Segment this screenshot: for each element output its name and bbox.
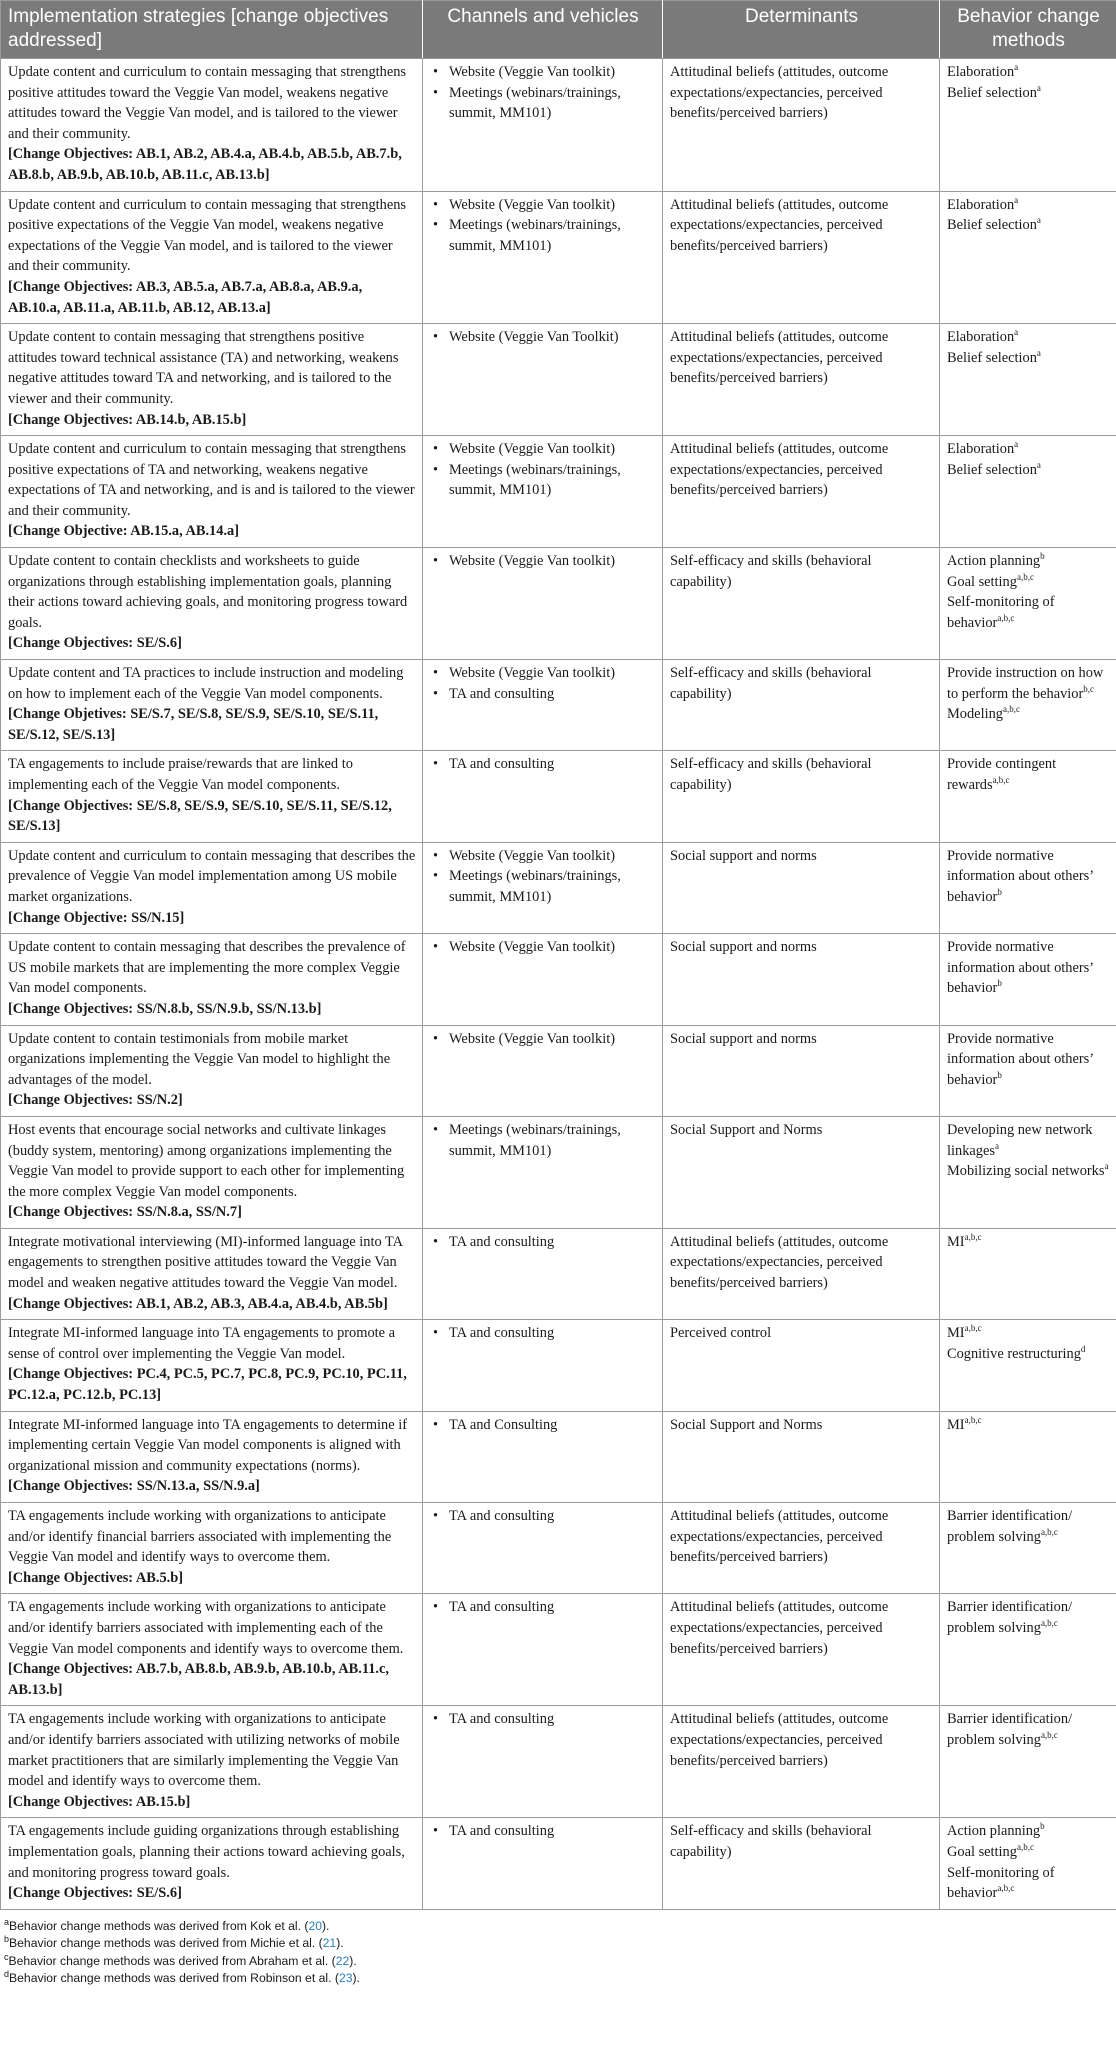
reference-link[interactable]: 23 [338,1971,353,1986]
determinant-cell: Attitudinal beliefs (attitudes, outcome expectations/expectancies, perceived benefits/perceived barriers) [663,324,940,436]
method-text: Barrier identification/ problem solving [947,1599,1073,1636]
method-text: Action planning [947,553,1041,570]
strategy-text: Integrate MI-informed language into TA engagements to promote a sense of control over implementing the Veggie Van model. [8,1325,396,1362]
determinant-cell: Social Support and Norms [663,1116,940,1228]
footnotes [0,1910,1116,1988]
method-text: Cognitive restructuring [947,1345,1081,1362]
footnote-mark: a [4,1916,10,1927]
method-superscript: b,c [1083,683,1095,694]
strategy-text: TA engagements to include praise/rewards that are linked to implementing each of the Veggie Van model components. [8,756,353,793]
method-item [947,1232,1110,1253]
determinant-cell: Attitudinal beliefs (attitudes, outcome expectations/expectancies, perceived benefits/perceived barriers) [663,1228,940,1319]
strategy-cell [1,1818,423,1909]
channel-item: • Meetings (webinars/trainings, summit, MM101) [449,866,656,907]
determinant-cell: Self-efficacy and skills (behavioral capability) [663,548,940,660]
method-item [947,327,1110,348]
channels-cell [423,436,663,548]
channels-cell [423,1025,663,1116]
method-superscript: a [1014,327,1019,338]
table-row [1,1116,1116,1228]
channel-item: • Meetings (webinars/trainings, summit, MM101) [449,1120,656,1161]
methods-cell [940,1320,1116,1411]
method-superscript: a [994,1140,999,1151]
strategy-cell [1,842,423,933]
method-text: Belief selection [947,84,1037,101]
table-row [1,1228,1116,1319]
method-text: Elaboration [947,64,1015,80]
channels-list [427,439,656,501]
header-channels: Channels and vehicles [423,1,663,59]
method-item [947,215,1110,236]
strategy-text: Update content and curriculum to contain messaging that strengthens positive attitudes toward the Veggie Van model, weakens negative attitudes toward the Veggie Van model, and is tailored to the viewer and their community. [8,64,407,142]
strategy-cell [1,548,423,660]
channels-cell [423,59,663,192]
strategy-text: Update content and curriculum to contain messaging that describes the prevalence of Veggie Van model implementation among US mobile market organizations. [8,847,416,905]
reference-link[interactable]: 21 [322,1936,337,1951]
table-row [1,59,1116,192]
methods-cell [940,1503,1116,1594]
method-superscript: a [1036,459,1041,470]
footnote-text: Behavior change methods was derived from Robinson et al. ( [9,1971,339,1986]
method-item [947,704,1110,725]
change-objectives: [Change Objectives: AB.15.b] [8,1793,191,1810]
channels-list [427,1597,656,1618]
footnote-text: Behavior change methods was derived from Kok et al. ( [9,1918,309,1933]
table-row [1,1594,1116,1706]
method-item [947,1415,1110,1436]
change-objectives: [Change Objetives: SE/S.7, SE/S.8, SE/S.9, SE/S.10, SE/S.11, SE/S.12, SE/S.13] [8,706,379,743]
method-item [947,62,1110,83]
change-objectives: [Change Objectives: AB.5.b] [8,1569,184,1586]
footnote-text: Behavior change methods was derived from Abraham et al. ( [8,1953,336,1968]
channels-list [427,195,656,257]
table-row [1,1025,1116,1116]
footnote [4,1970,1116,1988]
change-objectives: [Change Objective: SS/N.15] [8,909,185,926]
channels-cell [423,1228,663,1319]
method-text: MI [947,1233,965,1250]
table-row [1,842,1116,933]
method-item [947,1842,1110,1863]
method-text: Barrier identification/ problem solving [947,1508,1073,1545]
channels-list [427,62,656,124]
determinant-cell: Perceived control [663,1320,940,1411]
determinant-cell: Self-efficacy and skills (behavioral capability) [663,660,940,751]
method-text: Mobilizing social networks [947,1163,1105,1180]
channel-item: • TA and consulting [449,1597,656,1618]
method-item [947,460,1110,481]
methods-cell [940,1411,1116,1502]
channels-cell [423,1116,663,1228]
method-superscript: b [997,887,1002,898]
method-text: Belief selection [947,461,1037,478]
change-objectives: [Change Objectives: AB.14.b, AB.15.b] [8,411,247,428]
channels-list [427,1232,656,1253]
channel-item: • TA and consulting [449,684,656,705]
strategy-text: TA engagements include working with organizations to anticipate and/or identify financial barriers associated with implementing the Veggie Van model and identify ways to overcome them. [8,1508,392,1566]
table-row [1,660,1116,751]
channel-item: • Meetings (webinars/trainings, summit, MM101) [449,460,656,501]
methods-cell [940,436,1116,548]
strategy-cell [1,1503,423,1594]
strategy-cell [1,1320,423,1411]
method-item [947,572,1110,593]
channel-item: • TA and Consulting [449,1415,656,1436]
channel-item: • Website (Veggie Van toolkit) [449,195,656,216]
footnote-end: ). [336,1936,344,1951]
method-superscript: a [1036,347,1041,358]
table-row [1,751,1116,842]
strategy-text: Host events that encourage social networks and cultivate linkages (buddy system, mentoring) among organizations implementing the Veggie Van model to provide support to each other for implementing the more complex Veggie Van model components. [8,1121,405,1200]
methods-cell [940,324,1116,436]
header-methods: Behavior change methods [940,1,1116,59]
channels-cell [423,934,663,1025]
channel-item: • Website (Veggie Van toolkit) [449,663,656,684]
determinant-cell: Social support and norms [663,934,940,1025]
table-body [1,59,1116,1910]
method-superscript: a,b,c [1040,1730,1058,1741]
method-item [947,1344,1110,1365]
determinant-cell: Attitudinal beliefs (attitudes, outcome expectations/expectancies, perceived benefits/perceived barriers) [663,436,940,548]
strategy-cell [1,751,423,842]
method-text: Provide instruction on how to perform the behavior [947,665,1104,702]
strategy-text: Update content and curriculum to contain messaging that strengthens positive expectations of the Veggie Van model, weakens negative expectations of the Veggie Van model, and is tailored to the viewer and their community. [8,196,407,275]
method-text: MI [947,1416,965,1433]
channel-item: • Website (Veggie Van toolkit) [449,62,656,83]
header-row [1,1,1116,59]
change-objectives: [Change Objectives: SE/S.8, SE/S.9, SE/S.10, SE/S.11, SE/S.12, SE/S.13] [8,797,392,835]
method-superscript: b [1040,551,1045,562]
channels-cell [423,1503,663,1594]
reference-link[interactable]: 20 [308,1918,322,1933]
header-strategies: Implementation strategies [change objectives addressed] [1,1,423,59]
strategy-cell [1,1228,423,1319]
method-item [947,937,1110,999]
footnote-mark: d [4,1969,10,1980]
channel-item: • Website (Veggie Van toolkit) [449,937,656,958]
channels-cell [423,324,663,436]
channels-list [427,1506,656,1527]
channel-item: • Website (Veggie Van toolkit) [449,1029,656,1050]
methods-cell [940,1706,1116,1818]
method-item [947,551,1110,572]
methods-cell [940,191,1116,324]
strategy-cell [1,1594,423,1706]
channels-list [427,1821,656,1842]
method-superscript: a,b,c [1016,1842,1034,1853]
footnote-end: ). [349,1953,357,1968]
method-item [947,439,1110,460]
method-item [947,1821,1110,1842]
methods-cell [940,1594,1116,1706]
channel-item: • Website (Veggie Van toolkit) [449,846,656,867]
table-row [1,436,1116,548]
change-objectives: [Change Objectives: AB.3, AB.5.a, AB.7.a, AB.8.a, AB.9.a, AB.10.a, AB.11.a, AB.11.b, AB.12, AB.13.a] [8,278,363,316]
determinant-cell: Attitudinal beliefs (attitudes, outcome expectations/expectancies, perceived benefits/perceived barriers) [663,1594,940,1706]
methods-cell [940,548,1116,660]
method-item [947,846,1110,908]
strategy-cell [1,1706,423,1818]
channel-item: • Website (Veggie Van toolkit) [449,551,656,572]
method-item [947,1506,1110,1547]
method-text: MI [947,1325,965,1342]
table-row [1,1706,1116,1818]
channels-list [427,1120,656,1161]
method-text: Modeling [947,706,1003,723]
channel-item: • TA and consulting [449,754,656,775]
channels-cell [423,191,663,324]
method-superscript: a,b,c [964,1323,982,1334]
footnote [4,1935,1116,1953]
channels-cell [423,1594,663,1706]
method-text: Belief selection [947,349,1037,366]
method-item [947,1161,1110,1182]
method-text: Elaboration [947,441,1015,458]
strategy-cell [1,59,423,192]
determinant-cell: Attitudinal beliefs (attitudes, outcome expectations/expectancies, perceived benefits/perceived barriers) [663,191,940,324]
strategy-text: Update content to contain testimonials from mobile market organizations implementing the Veggie Van model to highlight the advantages of the model. [8,1030,391,1088]
methods-cell [940,1818,1116,1909]
method-item [947,1597,1110,1638]
table-row [1,1411,1116,1502]
channels-list [427,1415,656,1436]
channels-cell [423,842,663,933]
channels-list [427,327,656,348]
change-objectives: [Change Objectives: PC.4, PC.5, PC.7, PC.8, PC.9, PC.10, PC.11, PC.12.a, PC.12.b, PC.13] [8,1366,407,1404]
channels-list [427,551,656,572]
table-row [1,1503,1116,1594]
method-superscript: b [1040,1821,1045,1832]
method-superscript: a,b,c [1040,1618,1058,1629]
method-superscript: d [1080,1344,1086,1355]
table-row [1,1320,1116,1411]
footnote [4,1918,1116,1936]
channels-cell [423,660,663,751]
determinant-cell: Social support and norms [663,842,940,933]
strategy-text: Update content and TA practices to include instruction and modeling on how to implement each of the Veggie Van model components. [8,665,404,702]
footnote-mark: c [4,1951,9,1962]
determinant-cell: Attitudinal beliefs (attitudes, outcome expectations/expectancies, perceived benefits/perceived barriers) [663,59,940,192]
strategy-text: Integrate MI-informed language into TA engagements to determine if implementing certain Veggie Van model components is aligned with organizational mission and community expectations (norms). [8,1416,407,1474]
channels-cell [423,1411,663,1502]
strategy-text: Integrate motivational interviewing (MI)-informed language into TA engagements to strengthen positive attitudes toward the Veggie Van model and weaken negative attitudes toward the Veggie Van model. [8,1233,403,1292]
determinant-cell: Attitudinal beliefs (attitudes, outcome expectations/expectancies, perceived benefits/perceived barriers) [663,1503,940,1594]
strategy-cell [1,436,423,548]
channels-list [427,846,656,908]
change-objectives: [Change Objectives: SE/S.6] [8,635,182,652]
method-text: Provide contingent rewards [947,756,1057,793]
channels-list [427,1029,656,1050]
channel-item: • TA and consulting [449,1709,656,1730]
channel-item: • Meetings (webinars/trainings, summit, MM101) [449,83,656,124]
method-item [947,1863,1110,1904]
method-item [947,663,1110,704]
table-row [1,324,1116,436]
channels-list [427,1323,656,1344]
method-text: Developing new network linkages [947,1121,1093,1159]
method-item [947,348,1110,369]
method-superscript: b [997,1069,1002,1080]
strategy-text: Update content and curriculum to contain messaging that strengthens positive expectations of TA and networking, weakens negative expectations of TA and networking, and is and is tailored to the viewer and their community. [8,441,415,519]
methods-cell [940,934,1116,1025]
determinant-cell: Social Support and Norms [663,1411,940,1502]
method-superscript: a,b,c [997,1883,1015,1894]
footnote-end: ). [322,1918,330,1933]
change-objectives: [Change Objectives: SS/N.8.b, SS/N.9.b, SS/N.13.b] [8,1000,322,1017]
method-text: Goal setting [947,573,1017,590]
methods-cell [940,1116,1116,1228]
header-determinants: Determinants [663,1,940,59]
table-row [1,191,1116,324]
method-text: Self-monitoring of behavior [947,1864,1055,1902]
change-objectives: [Change Objectives: SS/N.2] [8,1092,183,1109]
method-item [947,195,1110,216]
determinant-cell: Self-efficacy and skills (behavioral capability) [663,751,940,842]
methods-cell [940,751,1116,842]
method-superscript: a,b,c [992,775,1010,786]
method-superscript: a [1104,1161,1109,1172]
footnote-text: Behavior change methods was derived from Michie et al. ( [9,1936,323,1951]
method-text: Self-monitoring of behavior [947,594,1055,631]
change-objectives: [Change Objectives: SS/N.8.a, SS/N.7] [8,1204,242,1221]
strategy-cell [1,1116,423,1228]
method-item [947,1029,1110,1091]
footnote-end: ). [352,1971,360,1986]
method-superscript: a,b,c [964,1414,982,1425]
table-row [1,1818,1116,1909]
determinant-cell: Social support and norms [663,1025,940,1116]
channel-item: • Website (Veggie Van Toolkit) [449,327,656,348]
strategy-text: Update content to contain checklists and worksheets to guide organizations through establishing implementation goals, planning their actions toward achieving goals, and monitoring progress toward goals. [8,553,408,631]
method-superscript: a,b,c [997,613,1015,624]
footnote [4,1953,1116,1971]
determinant-cell: Self-efficacy and skills (behavioral capability) [663,1818,940,1909]
strategy-text: Update content to contain messaging that describes the prevalence of US mobile markets that are implementing the more complex Veggie Van model components. [8,939,406,997]
table-row [1,934,1116,1025]
method-superscript: a [1014,439,1019,450]
channels-cell [423,1706,663,1818]
change-objectives: [Change Objectives: AB.7.b, AB.8.b, AB.9.b, AB.10.b, AB.11.c, AB.13.b] [8,1661,390,1698]
method-item [947,754,1110,795]
method-superscript: a,b,c [964,1232,982,1243]
method-text: Provide normative information about others’ behavior [947,939,1093,997]
channel-item: • Website (Veggie Van toolkit) [449,439,656,460]
method-superscript: a [1036,82,1041,93]
channel-item: • TA and consulting [449,1821,656,1842]
strategy-cell [1,934,423,1025]
method-superscript: b [997,978,1002,989]
reference-link[interactable]: 22 [335,1953,350,1968]
channel-item: • TA and consulting [449,1506,656,1527]
method-superscript: a [1014,194,1019,205]
channels-cell [423,1320,663,1411]
channel-item: • Meetings (webinars/trainings, summit, MM101) [449,215,656,256]
strategy-cell [1,1411,423,1502]
change-objectives: [Change Objectives: SE/S.6] [8,1885,182,1902]
strategy-text: TA engagements include guiding organizations through establishing implementation goals, planning their actions toward achieving goals, and monitoring progress toward goals. [8,1823,405,1881]
methods-cell [940,1025,1116,1116]
strategy-text: Update content to contain messaging that strengthens positive attitudes toward technical assistance (TA) and networking, weakens negative attitudes toward TA and networking, and is tailored to the viewer and their community. [8,329,399,407]
method-superscript: a,b,c [1002,704,1020,715]
method-text: Barrier identification/ problem solving [947,1711,1073,1748]
channels-list [427,754,656,775]
method-text: Provide normative information about others’ behavior [947,847,1093,905]
table-row [1,548,1116,660]
method-superscript: a [1036,215,1041,226]
strategy-text: TA engagements include working with organizations to anticipate and/or identify barriers associated with implementing each of the Veggie Van model components and identify ways to overcome them. [8,1599,404,1657]
method-superscript: a,b,c [1016,571,1034,582]
change-objectives: [Change Objectives: SS/N.13.a, SS/N.9.a] [8,1478,260,1495]
determinant-cell: Attitudinal beliefs (attitudes, outcome expectations/expectancies, perceived benefits/perceived barriers) [663,1706,940,1818]
channels-cell [423,1818,663,1909]
channel-item: • TA and consulting [449,1323,656,1344]
method-text: Elaboration [947,196,1015,213]
channels-cell [423,751,663,842]
method-item [947,1120,1110,1161]
methods-cell [940,842,1116,933]
channels-list [427,1709,656,1730]
table-header [1,1,1116,59]
strategy-cell [1,1025,423,1116]
channel-item: • TA and consulting [449,1232,656,1253]
method-text: Provide normative information about others’ behavior [947,1030,1093,1088]
footnote-mark: b [4,1934,10,1945]
channels-cell [423,548,663,660]
method-superscript: a [1014,62,1019,73]
change-objectives: [Change Objectives: AB.1, AB.2, AB.3, AB.4.a, AB.4.b, AB.5b] [8,1295,388,1312]
change-objectives: [Change Objective: AB.15.a, AB.14.a] [8,523,240,540]
method-item [947,1323,1110,1344]
channels-list [427,937,656,958]
methods-cell [940,1228,1116,1319]
channels-list [427,663,656,704]
method-text: Action planning [947,1823,1041,1840]
method-text: Goal setting [947,1843,1017,1860]
method-text: Elaboration [947,329,1015,346]
method-superscript: a,b,c [1040,1526,1058,1537]
method-text: Belief selection [947,217,1037,234]
change-objectives: [Change Objectives: AB.1, AB.2, AB.4.a, AB.4.b, AB.5.b, AB.7.b, AB.8.b, AB.9.b, AB.10.b, AB.11.c, AB.13.b] [8,146,402,183]
method-item [947,1709,1110,1750]
strategy-cell [1,324,423,436]
strategy-text: TA engagements include working with organizations to anticipate and/or identify barriers associated with utilizing networks of mobile market practitioners that are similarly implementing the Veggie Van model and identify ways to overcome them. [8,1711,400,1790]
methods-cell [940,59,1116,192]
strategy-cell [1,660,423,751]
methods-cell [940,660,1116,751]
strategy-cell [1,191,423,324]
method-item [947,592,1110,633]
method-item [947,83,1110,104]
